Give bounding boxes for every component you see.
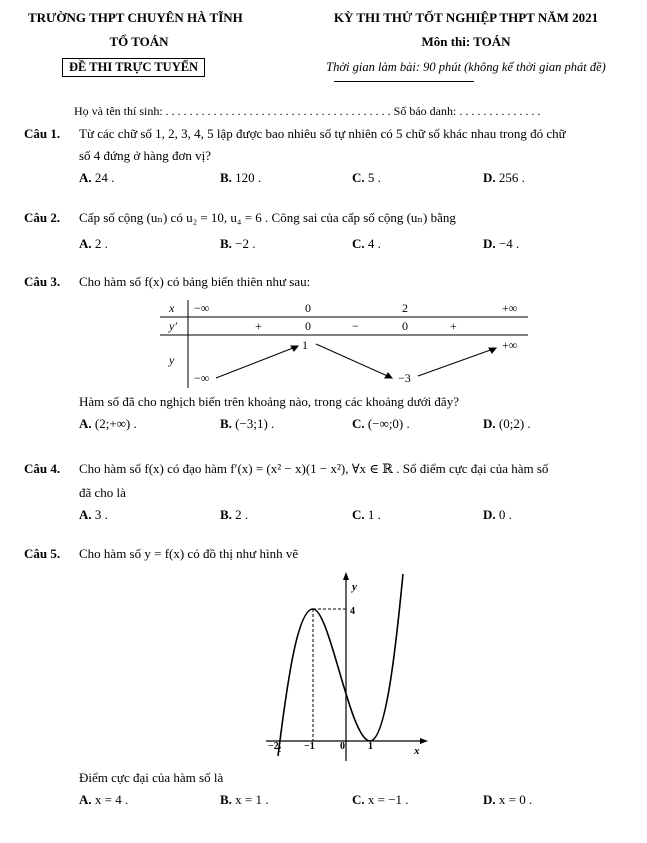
q3-option-d[interactable]: D. (0;2) .	[483, 416, 531, 431]
q1-label: Câu 1.	[24, 126, 61, 141]
q4-option-d[interactable]: D. 0 .	[483, 507, 512, 522]
q3-option-a[interactable]: A. (2;+∞) .	[79, 416, 137, 431]
online-exam-box: ĐỀ THI TRỰC TUYẾN	[62, 58, 205, 77]
y-val-neg3: −3	[398, 371, 411, 385]
y-val-1: 1	[302, 338, 308, 352]
variation-arrows	[216, 344, 496, 378]
sign-plus-1: +	[255, 319, 262, 333]
arrow-up-1	[216, 346, 298, 378]
q5-text-line1: Cho hàm số y = f(x) có đồ thị như hình vẽ	[79, 546, 299, 561]
q4-option-b[interactable]: B. 2 .	[220, 507, 249, 522]
q3-text-line2: Hàm số đã cho nghịch biến trên khoảng nào, trong các khoảng dưới đây?	[79, 394, 459, 409]
q1-option-d[interactable]: D. 256 .	[483, 170, 525, 185]
q5-option-c[interactable]: C. x = −1 .	[352, 792, 409, 807]
y-axis-label: y	[352, 581, 357, 593]
table-x-label: x	[169, 301, 175, 315]
exam-title: KỲ THI THỬ TỐT NGHIỆP THPT NĂM 2021	[333, 10, 599, 25]
q1-option-c[interactable]: C. 5 .	[352, 170, 381, 185]
q1-option-b[interactable]: B. 120 .	[220, 170, 262, 185]
q4-option-c[interactable]: C. 1 .	[352, 507, 381, 522]
x-axis-arrow	[420, 738, 428, 744]
time-underline	[334, 81, 474, 82]
table-y-label: y	[169, 353, 175, 367]
table-x-pos-inf: +∞	[502, 301, 518, 315]
q4-option-a[interactable]: A. 3 .	[79, 507, 108, 522]
y-axis-arrow	[343, 572, 349, 580]
q4-label: Câu 4.	[24, 461, 61, 476]
q1-option-a[interactable]: A. 24 .	[79, 170, 115, 185]
q2-option-b[interactable]: B. −2 .	[220, 236, 256, 251]
q5-option-b[interactable]: B. x = 1 .	[220, 792, 269, 807]
q2-text-line1: Cấp số cộng (uₙ) có u₂ = 10, u₄ = 6 . Công sai của cấp số cộng (uₙ) bằng	[79, 210, 456, 225]
sign-zero-1: 0	[305, 319, 311, 333]
q2-option-d[interactable]: D. −4 .	[483, 236, 520, 251]
tick-4: 4	[350, 606, 355, 617]
student-info-line: Họ và tên thí sinh: . . . . . . . . . . . . . . . . . . . . . . . . . . . . . . . . . . . . . . Số báo danh: . . . . . . . . . . . . . .	[74, 104, 541, 118]
q5-option-d[interactable]: D. x = 0 .	[483, 792, 533, 807]
tick-neg1: −1	[304, 741, 315, 752]
sign-plus-2: +	[450, 319, 457, 333]
q3-text-line1: Cho hàm số f(x) có bảng biến thiên như sau:	[79, 274, 311, 289]
table-yprime-label: y′	[169, 319, 177, 333]
q1-text-line1: Từ các chữ số 1, 2, 3, 4, 5 lập được bao nhiêu số tự nhiên có 5 chữ số khác nhau trong đó chữ	[79, 126, 566, 141]
q5-option-a[interactable]: A. x = 4 .	[79, 792, 129, 807]
subject: Môn thi: TOÁN	[421, 34, 511, 49]
arrow-down	[316, 344, 392, 378]
sign-zero-2: 0	[402, 319, 408, 333]
q5-label: Câu 5.	[24, 546, 61, 561]
tick-0: 0	[340, 741, 345, 752]
arrowhead-up-1	[291, 346, 298, 351]
arrowhead-down	[385, 373, 392, 378]
tick-neg2: −2	[268, 741, 279, 752]
q4-text-line1: Cho hàm số f(x) có đạo hàm f′(x) = (x² − x)(1 − x²), ∀x ∈ ℝ . Số điểm cực đại của hàm số	[79, 461, 549, 476]
tick-1: 1	[368, 741, 373, 752]
y-val-pos-inf: +∞	[502, 338, 518, 352]
time-note: Thời gian làm bài: 90 phút (không kể thời gian phát đề)	[326, 60, 606, 74]
arrow-up-2	[418, 348, 496, 376]
q2-option-c[interactable]: C. 4 .	[352, 236, 381, 251]
table-x-neg-inf: −∞	[194, 301, 210, 315]
arrowhead-up-2	[489, 348, 496, 353]
department: TỔ TOÁN	[109, 34, 169, 49]
q2-label: Câu 2.	[24, 210, 61, 225]
q3-option-b[interactable]: B. (−3;1) .	[220, 416, 275, 431]
y-val-neg-inf: −∞	[194, 371, 210, 385]
q2-option-a[interactable]: A. 2 .	[79, 236, 108, 251]
school-name: TRƯỜNG THPT CHUYÊN HÀ TĨNH	[28, 10, 243, 25]
table-x-2: 2	[402, 301, 408, 315]
function-graph	[266, 566, 436, 766]
q5-text-line2: Điểm cực đại của hàm số là	[79, 770, 224, 785]
q1-text-line2: số 4 đứng ở hàng đơn vị?	[79, 148, 212, 163]
q3-label: Câu 3.	[24, 274, 61, 289]
q4-text-line2: đã cho là	[79, 485, 126, 500]
function-curve	[278, 574, 403, 756]
q3-option-c[interactable]: C. (−∞;0) .	[352, 416, 410, 431]
x-axis-label: x	[414, 745, 420, 757]
table-x-0: 0	[305, 301, 311, 315]
sign-minus: −	[352, 319, 359, 333]
variation-table	[160, 298, 530, 390]
